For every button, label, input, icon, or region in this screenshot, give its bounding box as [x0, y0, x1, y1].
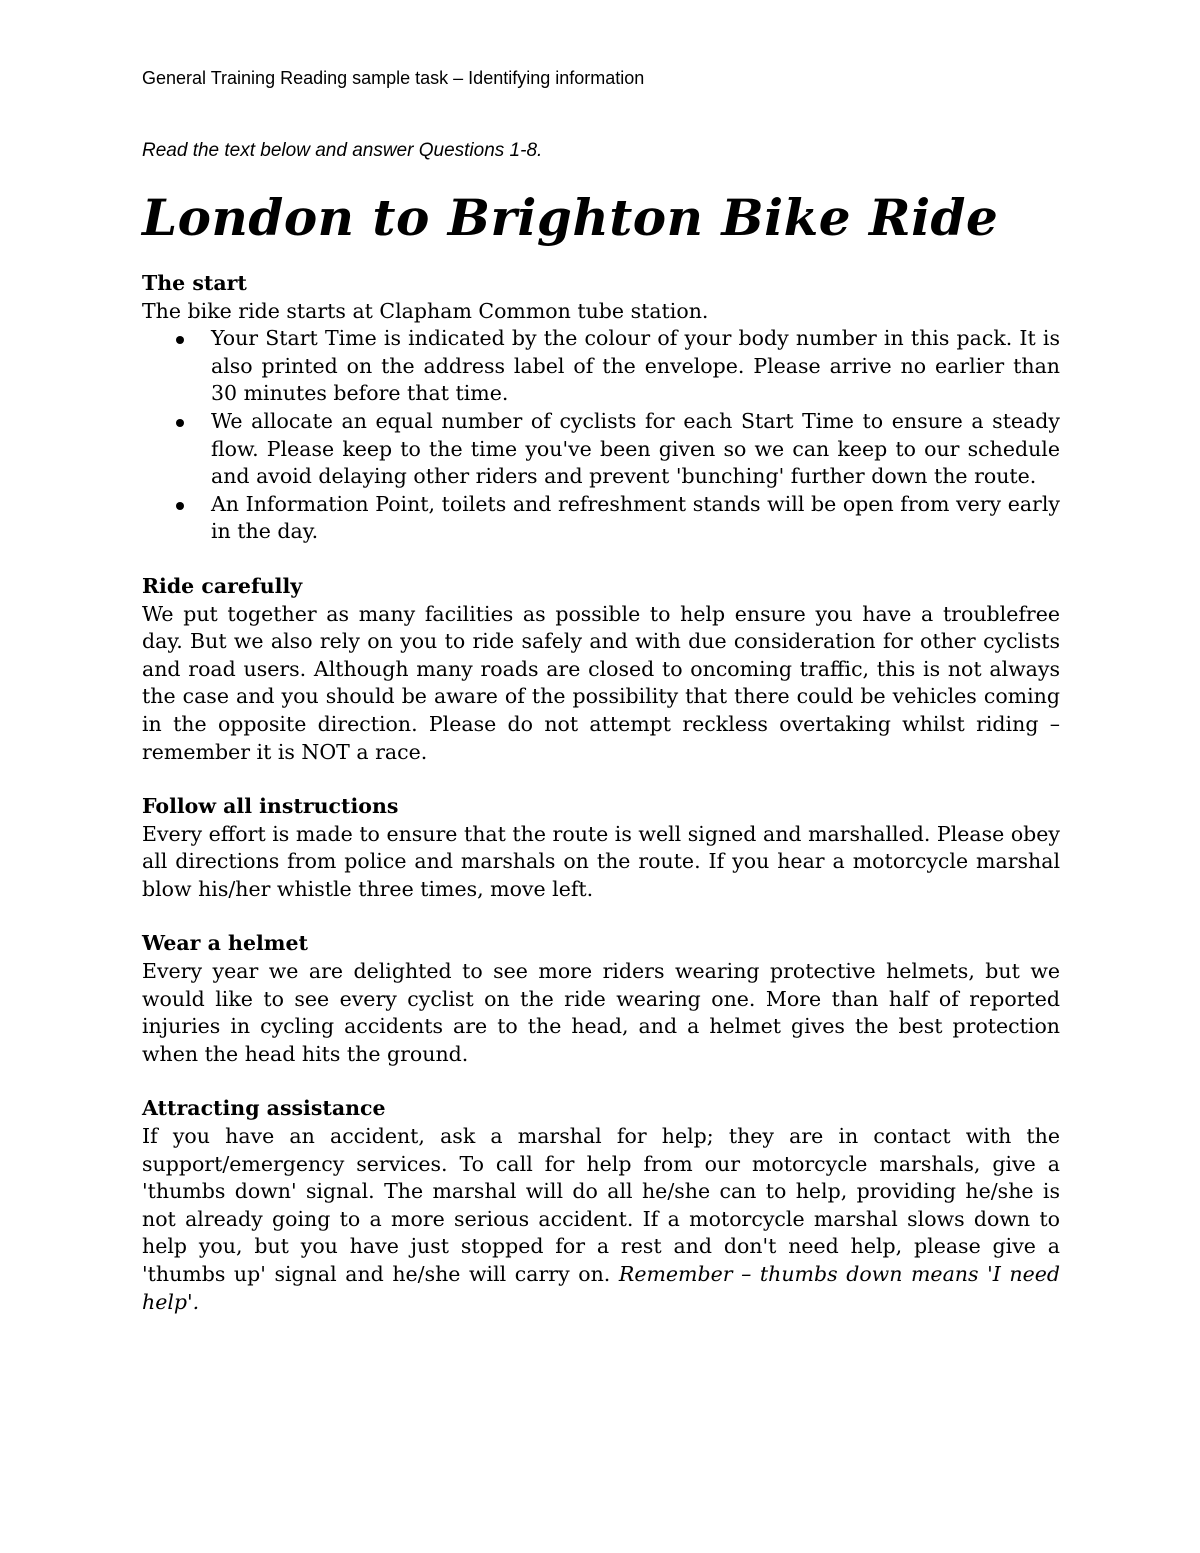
running-header: General Training Reading sample task – Identifying information: [142, 68, 645, 88]
list-item: [142, 408, 1060, 491]
section-heading: Attracting assistance: [142, 1096, 386, 1121]
section-wear-helmet: [142, 930, 1060, 1068]
section-body: [142, 1123, 1060, 1316]
document-title: London to Brighton Bike Ride: [142, 188, 999, 247]
section-heading: The start: [142, 271, 247, 295]
document-page: [142, 66, 1060, 1316]
section-follow-instructions: [142, 793, 1060, 903]
bullet-icon: [176, 502, 184, 510]
section-attracting-assistance: [142, 1095, 1060, 1316]
bullet-icon: [176, 336, 184, 344]
reading-instruction: Read the text below and answer Questions 1-8.: [142, 140, 543, 161]
section-body: We put together as many facilities as possible to help ensure you have a troublefree day. But we also rely on you to ride safely and with due consideration for other cyclists and road users. Although many roads are closed to oncoming traffic, this is not always the case and you should be aware of the possibility that there could be vehicles coming in the opposite direction. Please do not attempt reckless overtaking whilst riding – remember it is NOT a race.: [142, 601, 1060, 764]
start-bullet-list: [142, 325, 1060, 546]
assistance-reminder: Remember – thumbs down means 'I need help'.: [142, 1262, 1060, 1314]
section-body: Every year we are delighted to see more riders wearing protective helmets, but we would like to see every cyclist on the ride wearing one. More than half of reported injuries in cycling accidents are to the head, and a helmet gives the best protection when the head hits the ground.: [142, 959, 1060, 1066]
section-the-start: [142, 270, 1060, 546]
section-heading: Follow all instructions: [142, 794, 399, 819]
bullet-icon: [176, 419, 184, 427]
section-body: Every effort is made to ensure that the route is well signed and marshalled. Please obey all directions from police and marshals on the route. If you hear a motorcycle marshal blow his/her whistle three times, move left.: [142, 821, 1060, 901]
section-heading: Ride carefully: [142, 573, 303, 598]
section-ride-carefully: [142, 573, 1060, 766]
section-heading: Wear a helmet: [142, 931, 308, 956]
list-item-text: Your Start Time is indicated by the colour of your body number in this pack. It is also printed on the address label of the envelope. Please arrive no earlier than 30 minutes before that time.: [211, 326, 1060, 406]
list-item-text: We allocate an equal number of cyclists for each Start Time to ensure a steady flow. Please keep to the time you've been given so we can keep to our schedule and avoid delaying other riders and prevent 'bunching' further down the route.: [211, 408, 1060, 489]
list-item-text: An Information Point, toilets and refreshment stands will be open from very early in the day.: [211, 491, 1060, 544]
list-item: [142, 325, 1060, 408]
section-intro: The bike ride starts at Clapham Common tube station.: [142, 298, 709, 323]
assistance-body-text: If you have an accident, ask a marshal for help; they are in contact with the support/emergency services. To call for help from our motorcycle marshals, give a 'thumbs down' signal. The marshal will do all he/she can to help, providing he/she is not already going to a more serious accident. If a motorcycle marshal slows down to help you, but you have just stopped for a rest and don't need help, please give a 'thumbs up' signal and he/she will carry on.: [142, 1124, 1060, 1286]
list-item: [142, 491, 1060, 546]
